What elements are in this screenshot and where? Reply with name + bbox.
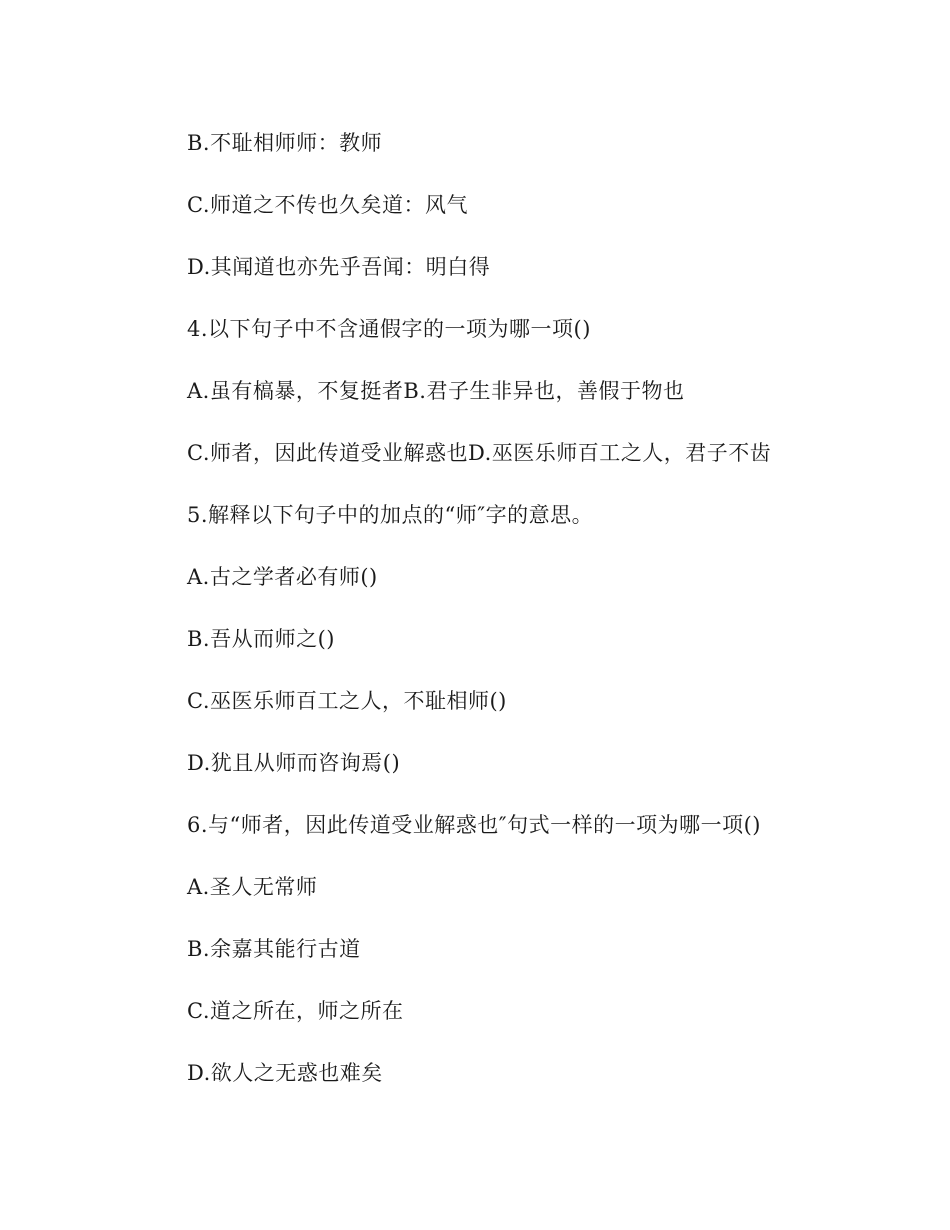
option-line: C.巫医乐师百工之人，不耻相师() <box>187 689 507 713</box>
question-line: 5.解释以下句子中的加点的“师″字的意思。 <box>187 503 594 527</box>
option-line: A.圣人无常师 <box>187 875 318 899</box>
document-body <box>187 128 887 1120</box>
option-line: A.古之学者必有师() <box>187 565 378 589</box>
option-line: A.虽有槁暴，不复挺者B.君子生非异也，善假于物也 <box>187 379 685 403</box>
question-line: 6.与“师者，因此传道受业解惑也″句式一样的一项为哪一项() <box>187 813 761 837</box>
option-line: C.师者，因此传道受业解惑也D.巫医乐师百工之人，君子不齿 <box>187 441 772 465</box>
question-line: 4.以下句子中不含通假字的一项为哪一项() <box>187 317 591 341</box>
option-line: C.师道之不传也久矣道：风气 <box>187 193 468 217</box>
option-line: B.不耻相师师：教师 <box>187 131 383 155</box>
option-line: B.吾从而师之() <box>187 627 335 651</box>
option-line: D.欲人之无惑也难矣 <box>187 1061 383 1085</box>
option-line: C.道之所在，师之所在 <box>187 999 404 1023</box>
option-line: B.余嘉其能行古道 <box>187 937 361 961</box>
option-line: D.犹且从师而咨询焉() <box>187 751 401 775</box>
option-line: D.其闻道也亦先乎吾闻：明白得 <box>187 255 491 279</box>
